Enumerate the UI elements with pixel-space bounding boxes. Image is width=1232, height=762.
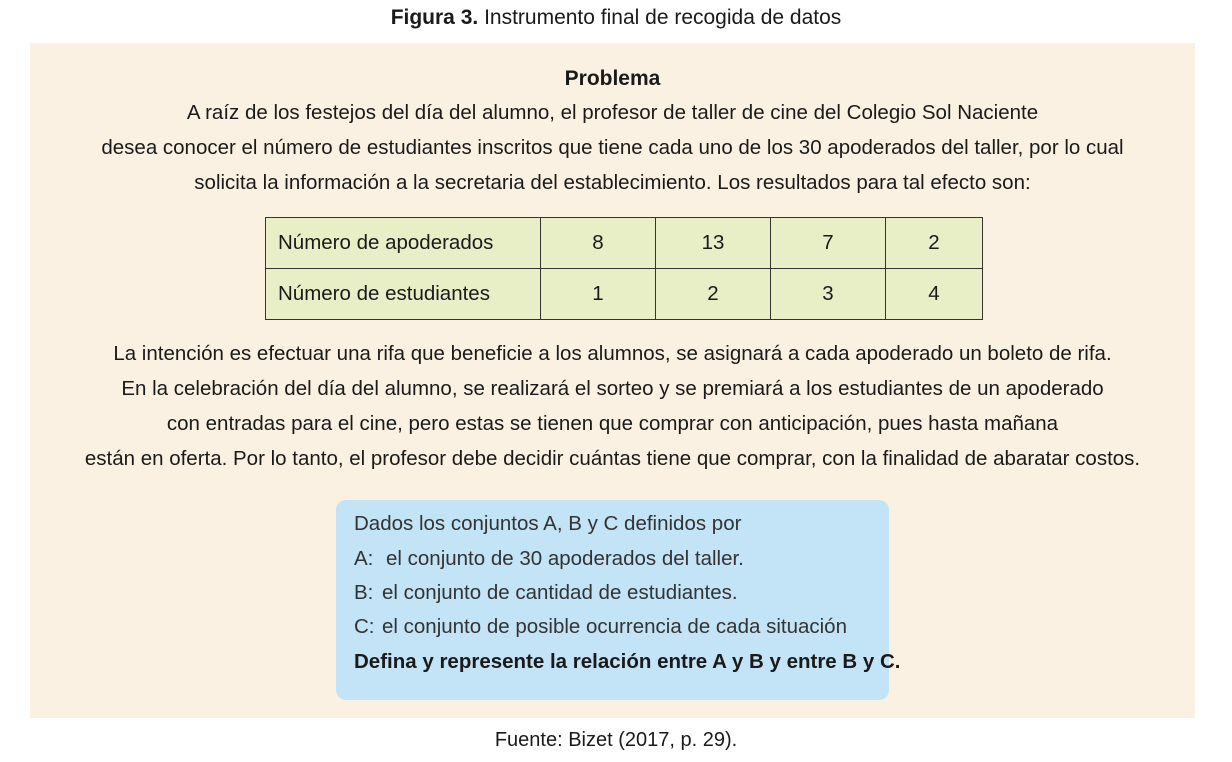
figure-label: Figura 3. — [390, 6, 479, 29]
table-cell: 2 — [656, 269, 771, 320]
set-text: el conjunto de 30 apoderados del taller. — [386, 547, 744, 570]
intro-line: solicita la información a la secretaria del establecimiento. Los resultados para tal efecto son: — [194, 171, 1031, 194]
source-citation: Fuente: Bizet (2017, p. 29). — [494, 729, 738, 751]
intro-line: A raíz de los festejos del día del alumno, el profesor de taller de cine del Colegio Sol Naciente — [186, 101, 1039, 124]
task-intro: Dados los conjuntos A, B y C definidos por — [354, 512, 742, 535]
task-question: Defina y represente la relación entre A y B y entre B y C. — [354, 650, 901, 673]
table-cell: 2 — [886, 218, 983, 269]
problem-panel — [30, 43, 1195, 718]
set-definition-c — [354, 610, 847, 644]
set-text: el conjunto de posible ocurrencia de cada situación — [382, 615, 847, 638]
table-cell: 7 — [771, 218, 886, 269]
table-cell: 4 — [886, 269, 983, 320]
intro-line: desea conocer el número de estudiantes inscritos que tiene cada uno de los 30 apoderados del taller, por lo cual — [101, 136, 1124, 159]
body-line: En la celebración del día del alumno, se realizará el sorteo y se premiará a los estudiantes de un apoderado — [121, 377, 1104, 400]
set-key: A: — [354, 547, 374, 570]
set-key: B: — [354, 581, 374, 604]
set-definition-a — [354, 542, 744, 576]
table-row — [266, 269, 983, 320]
problem-body — [30, 336, 1195, 476]
body-line: La intención es efectuar una rifa que beneficie a los alumnos, se asignará a cada apoderado un boleto de rifa. — [113, 342, 1112, 365]
row-label: Número de apoderados — [266, 218, 541, 269]
data-table — [265, 217, 983, 320]
table-row — [266, 218, 983, 269]
figure-title: Instrumento final de recogida de datos — [484, 6, 842, 29]
body-line: están en oferta. Por lo tanto, el profesor debe decidir cuántas tiene que comprar, con la finalidad de abaratar costos. — [84, 447, 1141, 470]
table-cell: 3 — [771, 269, 886, 320]
figure-caption — [0, 4, 1232, 32]
set-key: C: — [354, 615, 375, 638]
row-label: Número de estudiantes — [266, 269, 541, 320]
set-text: el conjunto de cantidad de estudiantes. — [382, 581, 738, 604]
task-box — [336, 500, 901, 700]
table-cell: 8 — [541, 218, 656, 269]
set-definition-b — [354, 576, 738, 610]
table-cell: 13 — [656, 218, 771, 269]
problem-intro — [30, 95, 1195, 200]
table-cell: 1 — [541, 269, 656, 320]
problem-heading: Problema — [564, 67, 661, 90]
body-line: con entradas para el cine, pero estas se tienen que comprar con anticipación, pues hasta mañana — [166, 412, 1059, 435]
